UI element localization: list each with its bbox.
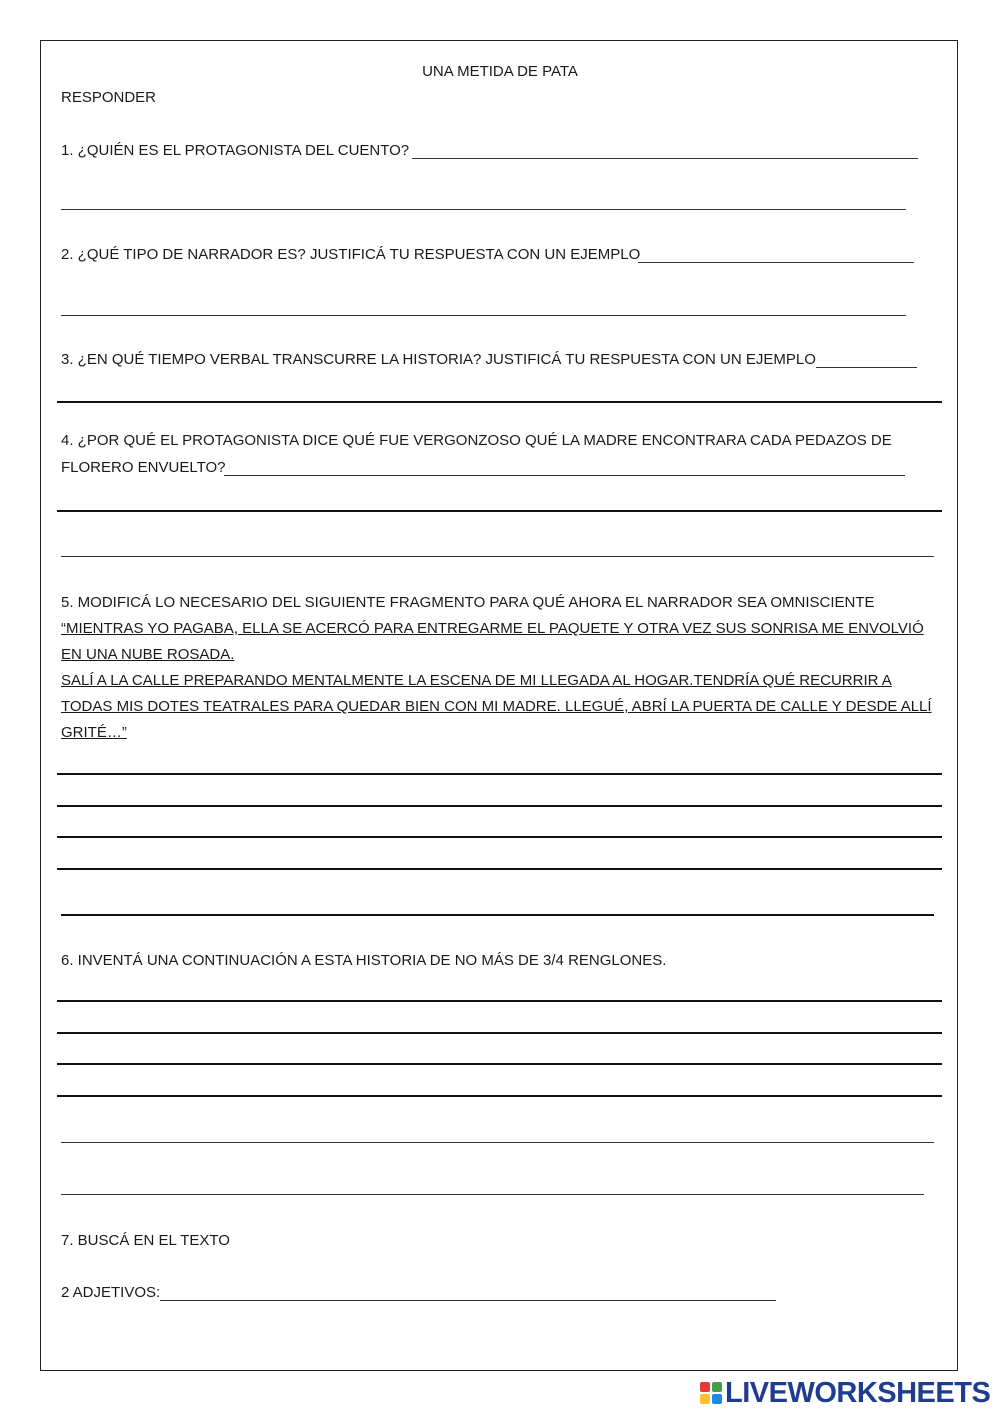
answer-line-q3-inline[interactable] xyxy=(816,367,917,368)
question-5: 5. MODIFICÁ LO NECESARIO DEL SIGUIENTE FRAGMENTO PARA QUÉ AHORA EL NARRADOR SEA OMNISCIENTE xyxy=(61,594,875,611)
answer-line-q4-b[interactable] xyxy=(61,556,934,557)
answer-line-q5-d[interactable] xyxy=(57,868,942,870)
answer-line-q5-a[interactable] xyxy=(57,773,942,775)
answer-line-q6-d[interactable] xyxy=(57,1095,942,1097)
fragment-line-2: EN UNA NUBE ROSADA. xyxy=(61,646,235,663)
answer-line-q6-e[interactable] xyxy=(61,1142,934,1143)
answer-line-q1-inline[interactable] xyxy=(412,158,918,159)
fragment-line-4: TODAS MIS DOTES TEATRALES PARA QUEDAR BIEN CON MI MADRE. LLEGUÉ, ABRÍ LA PUERTA DE CALLE Y DESDE ALLÍ xyxy=(61,698,932,715)
liveworksheets-logo xyxy=(700,1378,990,1408)
logo-square-red xyxy=(700,1382,710,1392)
logo-square-green xyxy=(712,1382,722,1392)
answer-line-q2-inline[interactable] xyxy=(638,262,914,263)
adjectives-label: 2 ADJETIVOS: xyxy=(61,1284,161,1301)
question-2: 2. ¿QUÉ TIPO DE NARRADOR ES? JUSTIFICÁ TU RESPUESTA CON UN EJEMPLO xyxy=(61,246,641,263)
logo-square-blue xyxy=(712,1394,722,1404)
question-4-line-2: FLORERO ENVUELTO? xyxy=(61,459,226,476)
logo-square-yellow xyxy=(700,1394,710,1404)
instruction-label: RESPONDER xyxy=(61,89,157,106)
answer-line-q5-b[interactable] xyxy=(57,805,942,807)
answer-line-q3[interactable] xyxy=(57,401,942,403)
logo-squares-icon xyxy=(700,1382,722,1404)
answer-line-q1[interactable] xyxy=(61,209,906,210)
answer-line-q6-c[interactable] xyxy=(57,1063,942,1065)
question-7: 7. BUSCÁ EN EL TEXTO xyxy=(61,1232,230,1249)
worksheet-title: UNA METIDA DE PATA xyxy=(422,63,578,80)
question-1: 1. ¿QUIÉN ES EL PROTAGONISTA DEL CUENTO? xyxy=(61,142,410,159)
question-4-line-1: 4. ¿POR QUÉ EL PROTAGONISTA DICE QUÉ FUE VERGONZOSO QUÉ LA MADRE ENCONTRARA CADA PEDAZOS DE xyxy=(61,432,892,449)
question-6: 6. INVENTÁ UNA CONTINUACIÓN A ESTA HISTORIA DE NO MÁS DE 3/4 RENGLONES. xyxy=(61,952,667,969)
question-3: 3. ¿EN QUÉ TIEMPO VERBAL TRANSCURRE LA HISTORIA? JUSTIFICÁ TU RESPUESTA CON UN EJEMPLO xyxy=(61,351,816,368)
answer-line-q6-a[interactable] xyxy=(57,1000,942,1002)
answer-line-q6-b[interactable] xyxy=(57,1032,942,1034)
answer-line-adjectives[interactable] xyxy=(160,1300,776,1301)
answer-line-q6-f[interactable] xyxy=(61,1194,924,1195)
answer-line-q4-a[interactable] xyxy=(57,510,942,512)
answer-line-q2[interactable] xyxy=(61,315,906,316)
answer-line-q5-c[interactable] xyxy=(57,836,942,838)
fragment-line-3: SALÍ A LA CALLE PREPARANDO MENTALMENTE LA ESCENA DE MI LLEGADA AL HOGAR.TENDRÍA QUÉ RECURRIR A xyxy=(61,672,892,689)
fragment-line-5: GRITÉ…” xyxy=(61,724,127,741)
fragment-line-1: “MIENTRAS YO PAGABA, ELLA SE ACERCÓ PARA ENTREGARME EL PAQUETE Y OTRA VEZ SUS SONRISA ME ENVOLVIÓ xyxy=(61,620,924,637)
logo-text: LIVEWORKSHEETS xyxy=(725,1376,991,1409)
answer-line-q5-e[interactable] xyxy=(61,914,934,916)
answer-line-q4-inline[interactable] xyxy=(224,475,905,476)
